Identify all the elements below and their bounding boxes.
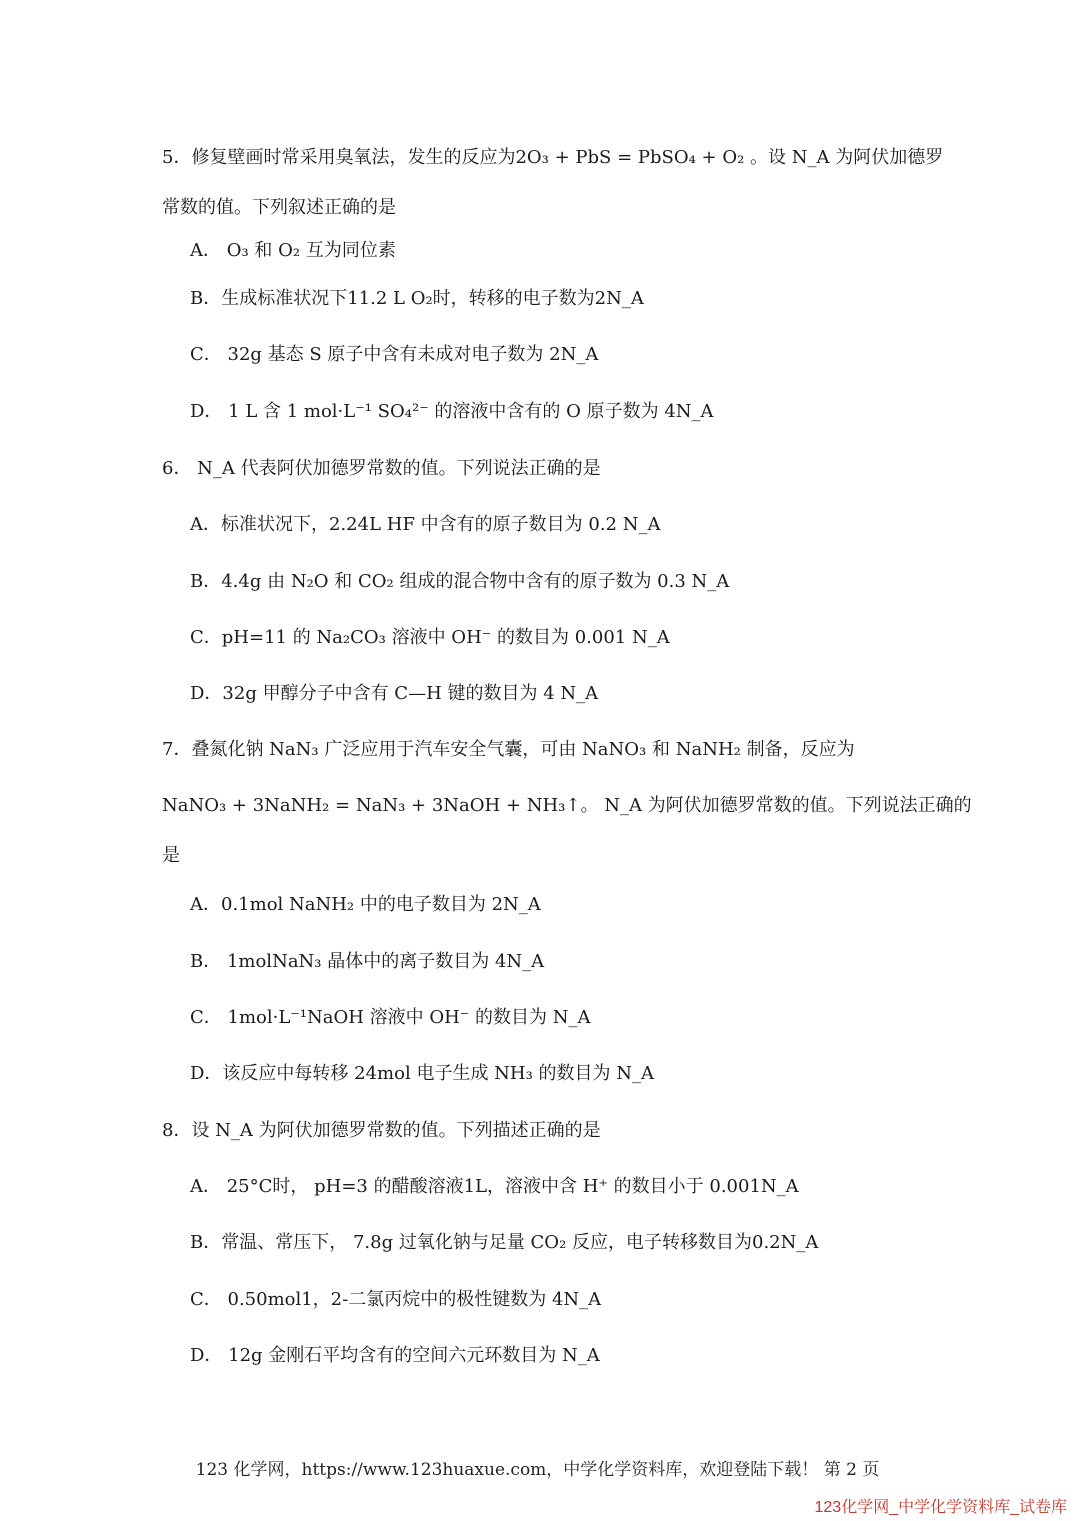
question-6-option-b: B．4.4g 由 N₂O 和 CO₂ 组成的混合物中含有的原子数为 0.3 N_A bbox=[190, 571, 730, 592]
question-7-option-d: D．该反应中每转移 24mol 电子生成 NH₃ 的数目为 N_A bbox=[190, 1063, 655, 1084]
question-7-option-c: C． 1mol·L⁻¹NaOH 溶液中 OH⁻ 的数目为 N_A bbox=[190, 1007, 591, 1028]
question-7-option-a: A．0.1mol NaNH₂ 中的电子数目为 2N_A bbox=[190, 894, 541, 915]
question-7-stem-end: 是 bbox=[162, 845, 180, 866]
question-6-option-a: A．标准状况下，2.24L HF 中含有的原子数目为 0.2 N_A bbox=[190, 514, 661, 535]
question-6-option-d: D．32g 甲醇分子中含有 C—H 键的数目为 4 N_A bbox=[190, 683, 599, 704]
site-watermark: 123化学网_中学化学资料库_试卷库 bbox=[814, 1499, 1067, 1516]
question-8-option-a: A． 25°C时， pH=3 的醋酸溶液1L，溶液中含 H⁺ 的数目小于 0.001N_A bbox=[190, 1176, 799, 1197]
question-8-option-d: D． 12g 金刚石平均含有的空间六元环数目为 N_A bbox=[190, 1345, 600, 1366]
page-footer: 123 化学网，https://www.123huaxue.com，中学化学资料库，欢迎登陆下载！ 第 2 页 bbox=[195, 1460, 880, 1480]
question-6-option-c: C．pH=11 的 Na₂CO₃ 溶液中 OH⁻ 的数目为 0.001 N_A bbox=[190, 627, 670, 648]
question-8-option-b: B．常温、常压下， 7.8g 过氧化钠与足量 CO₂ 反应，电子转移数目为0.2N_A bbox=[190, 1232, 819, 1253]
question-7-stem: 7．叠氮化钠 NaN₃ 广泛应用于汽车安全气囊，可由 NaNO₃ 和 NaNH₂ 制备，反应为 bbox=[162, 739, 855, 760]
question-5-option-a: A． O₃ 和 O₂ 互为同位素 bbox=[190, 240, 396, 261]
question-7-stem-equation: NaNO₃ + 3NaNH₂ = NaN₃ + 3NaOH + NH₃↑。 N_A 为阿伏加德罗常数的值。下列说法正确的 bbox=[162, 795, 972, 816]
question-5-stem: 5．修复壁画时常采用臭氧法，发生的反应为2O₃ + PbS = PbSO₄ + O₂ 。设 N_A 为阿伏加德罗 bbox=[162, 147, 944, 168]
question-5-option-b: B．生成标准状况下11.2 L O₂时，转移的电子数为2N_A bbox=[190, 288, 644, 309]
question-5-option-c: C． 32g 基态 S 原子中含有未成对电子数为 2N_A bbox=[190, 344, 599, 365]
question-8-stem: 8．设 N_A 为阿伏加德罗常数的值。下列描述正确的是 bbox=[162, 1120, 601, 1141]
question-7-option-b: B． 1molNaN₃ 晶体中的离子数目为 4N_A bbox=[190, 951, 545, 972]
question-5-option-d: D． 1 L 含 1 mol·L⁻¹ SO₄²⁻ 的溶液中含有的 O 原子数为 4N_A bbox=[190, 401, 714, 422]
question-8-option-c: C． 0.50mol1，2-二氯丙烷中的极性键数为 4N_A bbox=[190, 1289, 602, 1310]
question-6-stem: 6． N_A 代表阿伏加德罗常数的值。下列说法正确的是 bbox=[162, 458, 601, 479]
question-5-stem-continued: 常数的值。下列叙述正确的是 bbox=[162, 197, 396, 218]
